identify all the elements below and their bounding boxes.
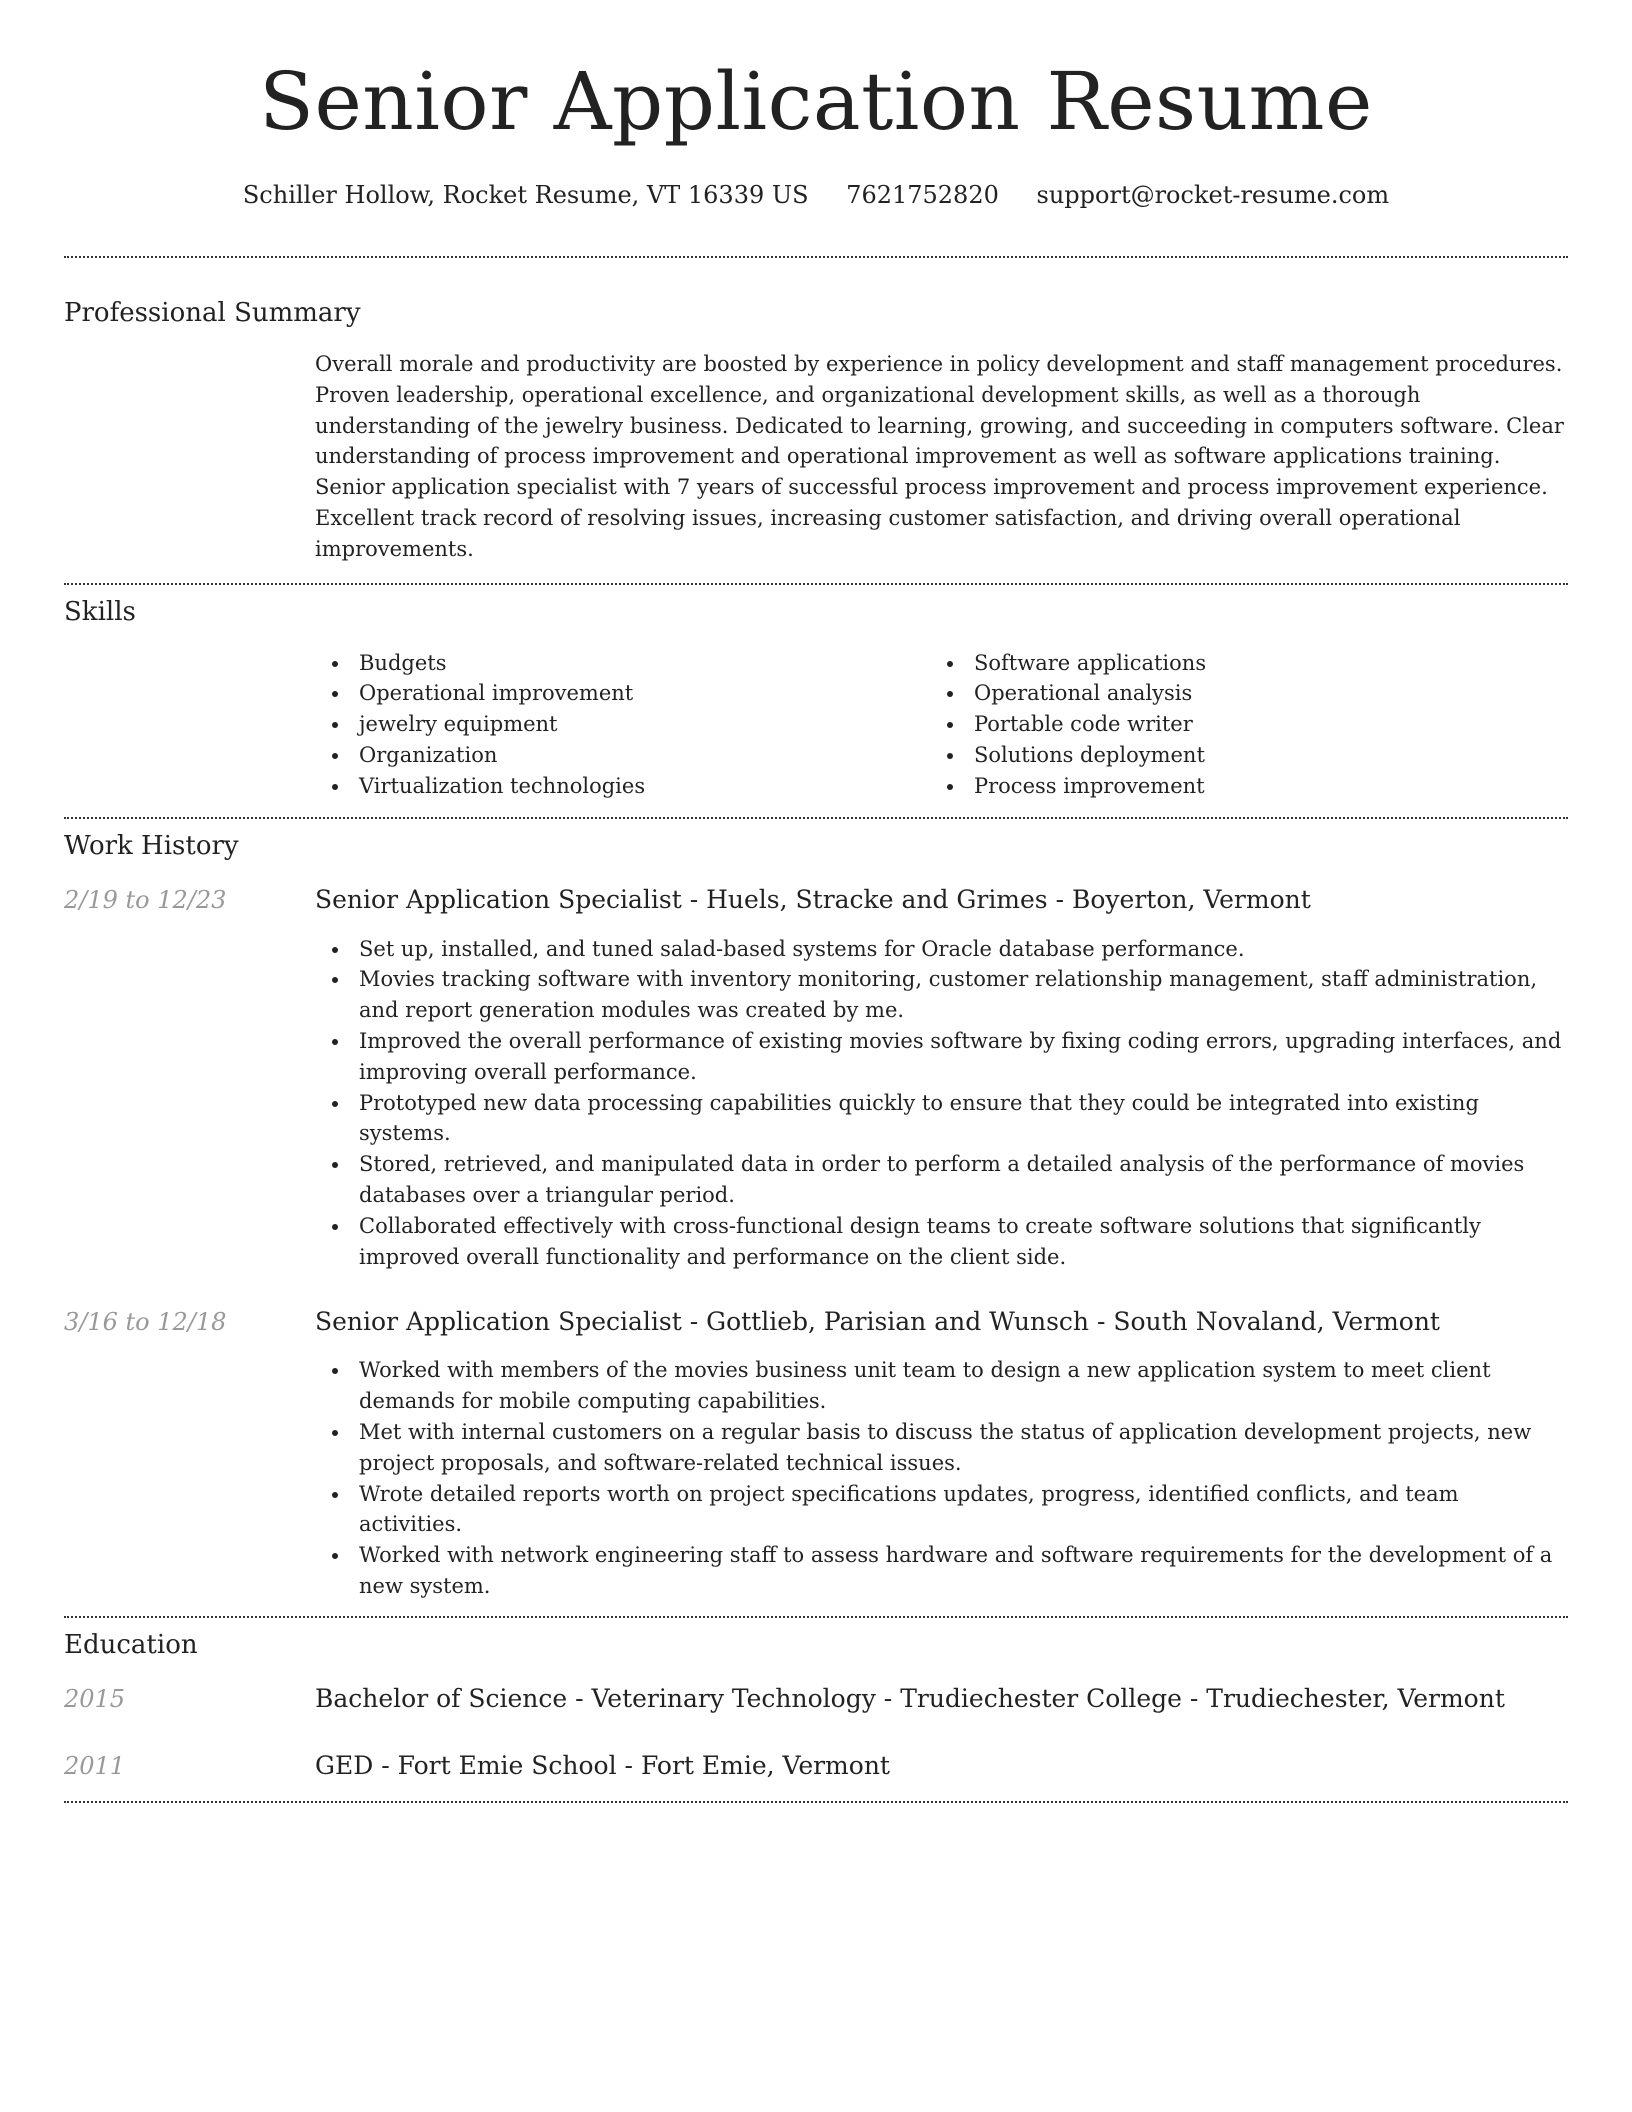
resume-name: Senior Application Resume <box>259 55 1373 148</box>
job-bullet: Wrote detailed reports worth on project specifications updates, progress, identified conflicts, and team activities. <box>315 1479 1568 1541</box>
job-bullet: Collaborated effectively with cross-functional design teams to create software solutions that significantly improved overall functionality and performance on the client side. <box>315 1211 1568 1273</box>
education-entry <box>64 1683 1568 1715</box>
job-bullets <box>315 934 1568 1273</box>
skills-list-right <box>930 648 1545 802</box>
job-title: Senior Application Specialist - Huels, Stracke and Grimes - Boyerton, Vermont <box>315 884 1311 914</box>
contact-phone: 7621752820 <box>846 181 999 209</box>
skill-item: Virtualization technologies <box>315 771 930 802</box>
work-heading: Work History <box>64 830 239 861</box>
summary-row <box>64 349 1568 565</box>
skill-item: Organization <box>315 740 930 771</box>
job-bullet: Stored, retrieved, and manipulated data in order to perform a detailed analysis of the performance of movies databases over a triangular period. <box>315 1149 1568 1211</box>
education-degree: Bachelor of Science - Veterinary Technology - Trudiechester College - Trudiechester, Vermont <box>315 1683 1505 1713</box>
job-dates: 3/16 to 12/18 <box>64 1308 227 1337</box>
job-bullet: Movies tracking software with inventory monitoring, customer relationship management, staff administration, and report generation modules was created by me. <box>315 964 1568 1026</box>
job-title: Senior Application Specialist - Gottlieb, Parisian and Wunsch - South Novaland, Vermont <box>315 1307 1440 1337</box>
education-year: 2015 <box>64 1684 126 1713</box>
skill-item: Portable code writer <box>930 709 1545 740</box>
skills-list-left <box>315 648 930 802</box>
divider <box>64 583 1568 585</box>
skill-item: Software applications <box>930 648 1545 679</box>
job-bullet: Improved the overall performance of existing movies software by fixing coding errors, upgrading interfaces, and improving overall performance. <box>315 1026 1568 1088</box>
contact-line <box>64 180 1568 210</box>
job-bullets <box>315 1355 1568 1601</box>
job-bullet: Prototyped new data processing capabilities quickly to ensure that they could be integrated into existing systems. <box>315 1088 1568 1150</box>
job-dates: 2/19 to 12/23 <box>64 885 227 914</box>
contact-address: Schiller Hollow, Rocket Resume, VT 16339 US <box>242 181 809 209</box>
skill-item: Operational analysis <box>930 678 1545 709</box>
education-degree: GED - Fort Emie School - Fort Emie, Vermont <box>315 1750 890 1780</box>
education-year: 2011 <box>64 1751 126 1780</box>
job-bullet: Worked with network engineering staff to assess hardware and software requirements for the development of a new system. <box>315 1540 1568 1602</box>
resume-page <box>64 0 1568 1803</box>
contact-email: support@rocket-resume.com <box>1036 181 1390 209</box>
job-entry <box>64 1306 1568 1601</box>
skill-item: Solutions deployment <box>930 740 1545 771</box>
skill-item: jewelry equipment <box>315 709 930 740</box>
skill-item: Process improvement <box>930 771 1545 802</box>
divider <box>64 256 1568 258</box>
education-entry <box>64 1750 1568 1782</box>
skills-row <box>64 648 1568 802</box>
divider <box>64 817 1568 819</box>
skill-item: Operational improvement <box>315 678 930 709</box>
job-bullet: Met with internal customers on a regular basis to discuss the status of application development projects, new project proposals, and software-related technical issues. <box>315 1417 1568 1479</box>
skill-item: Budgets <box>315 648 930 679</box>
divider <box>64 1801 1568 1803</box>
summary-text: Overall morale and productivity are boosted by experience in policy development and staff management procedures. Proven leadership, operational excellence, and organizational development skills, as well as a thorough understanding of the jewelry business. Dedicated to learning, growing, and succeeding in computers software. Clear understanding of process improvement and operational improvement as well as software applications training. Senior application specialist with 7 years of successful process improvement and process improvement experience. Excellent track record of resolving issues, increasing customer satisfaction, and driving overall operational improvements. <box>315 352 1564 561</box>
job-bullet: Worked with members of the movies business unit team to design a new application system to meet client demands for mobile computing capabilities. <box>315 1355 1568 1417</box>
job-bullet: Set up, installed, and tuned salad-based systems for Oracle database performance. <box>315 934 1568 965</box>
summary-heading: Professional Summary <box>64 298 361 328</box>
divider <box>64 1616 1568 1618</box>
skills-grid <box>315 648 1568 802</box>
job-entry <box>64 884 1568 1273</box>
education-heading: Education <box>64 1629 198 1660</box>
skills-heading: Skills <box>64 596 136 627</box>
